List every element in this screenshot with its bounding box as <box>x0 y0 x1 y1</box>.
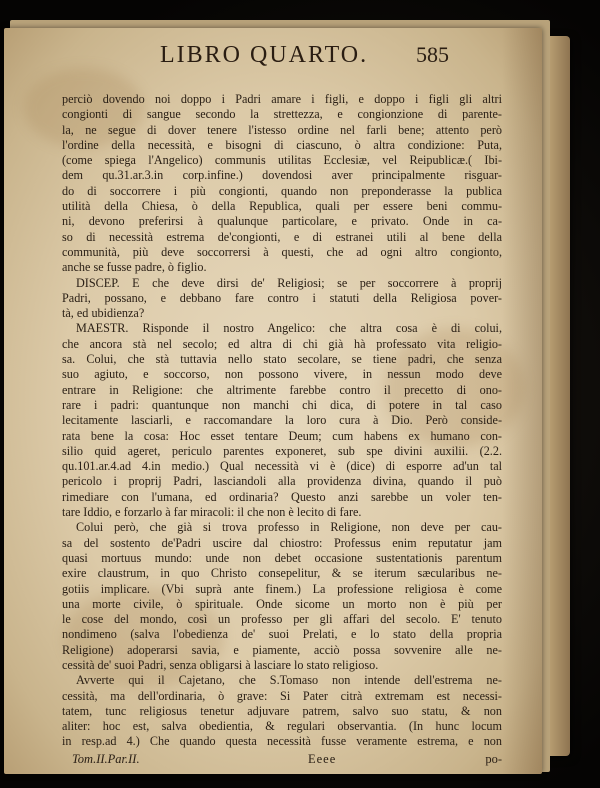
text-line: Religione) adoperarsi savia, e piamente, acciò possa sovvenire alle ne- <box>62 642 502 657</box>
text-line: tatem, tunc religiosus tenetur adjuvare patrem, salvo suo statu, & non <box>62 703 502 718</box>
text-line: tà, ed ubidienza? <box>62 306 145 321</box>
page-number: 585 <box>416 42 449 67</box>
text-line: Colui però, che già si trova professo in Religione, non deve per cau- <box>76 520 502 535</box>
text-line: in resp.ad 4.) Che quando questa necessità fusse veramente estrema, e non <box>62 734 502 749</box>
text-line: so di necessità estrema de'congionti, e di estranei utili al bene della <box>62 229 502 244</box>
text-line: cessità de' suoi Padri, senza obligarsi à lasciare lo stato religioso. <box>62 657 379 672</box>
text-line: rata bene la cosa: Hoc esset tentare Deum; cum habens ex humano con- <box>62 428 502 443</box>
text-line: do di soccorrere i più congionti, quando non preponderasse la publica <box>62 183 502 198</box>
text-line: pericolo i proprij Padri, lasciandoli alla providenza divina, quando il può <box>62 474 502 489</box>
text-line: dem qu.31.ar.3.in corp.infine.) dovendosi aver principalmente risguar- <box>62 168 502 183</box>
text-line: tare Iddio, e forzarlo à far miracoli: il che non è lecito di fare. <box>62 505 362 520</box>
volume-signature: Tom.II.Par.II. <box>72 752 140 766</box>
text-line: communità, più deve soccorrersi à questi, che ad ogni altro congionto, <box>62 244 502 259</box>
text-line: lecitamente lasciarli, e raccomandare la loro cura à Dio. Però conside- <box>62 413 502 428</box>
text-line: qu.101.ar.4.ad 4.in medio.) Qual necessità vi è (dice) di esporre ad'un tal <box>62 459 502 474</box>
text-line: perciò dovendo noi doppo i Padri amare i figli, e doppo i figli gli altri <box>62 92 502 106</box>
text-line: sa. Colui, che stà tuttavia nello stato secolare, se tiene padri, che senza <box>62 352 502 367</box>
text-line: gotiis implicare. (Vbi suprà ante finem.) La professione religiosa è come <box>62 581 502 596</box>
text-line: nondimeno (salva l'obedienza de' suoi Prelati, e lo stato della propria <box>62 627 502 642</box>
text-line: ni, devono preferirsi à qualunque particolare, e privato. Onde in ca- <box>62 214 502 229</box>
text-line: Padri, possano, e debbano fare contro i statuti della Religiosa pover- <box>62 290 502 305</box>
text-line: sa del sostento de'Padri uscire dal chiostro: Professus enim reputatur jam <box>62 535 502 550</box>
text-line: DISCEP. E che deve dirsi de' Religiosi; se per soccorrere à proprij <box>76 275 502 290</box>
text-line: anche se fusse padre, ò figlio. <box>62 260 207 275</box>
text-line: congionti di sangue secondo la strettezza, e congionzione di parente- <box>62 107 502 122</box>
text-line: quasi mortuus mundo: unde non debet occasione sustentationis parentum <box>62 550 502 565</box>
page-footer <box>72 752 502 770</box>
gutter-shade <box>502 28 542 774</box>
text-line: entrare in Religione: che altrimente farebbe contro il precetto di ono- <box>62 382 502 397</box>
text-line: l'ordine della necessità, e bisogni di ciascuno, ò altra condizione: Puta, <box>62 137 502 152</box>
text-line: una morte civile, ò spirituale. Onde sicome un morto non è più per <box>62 596 502 611</box>
text-line: aliter: hoc est, salva obedientia, & regulari observantia. (In hunc locum <box>62 719 502 734</box>
text-line: cessità, ma dell'ordinaria, ò grave: Si Pater citrà extremam est necessi- <box>62 688 502 703</box>
page-header <box>160 42 490 76</box>
text-line: la, ne segue di dover tenere l'istesso ordine nel farli bene; attento però <box>62 122 502 137</box>
text-line: utilità della Chiesa, ò della Republica, quali per essere beni commu- <box>62 199 502 214</box>
catchword: po- <box>485 752 502 766</box>
text-line: che ancora stà nel secolo; ed altra di chi già hà professato vita religio- <box>62 336 502 351</box>
gathering-signature: Eeee <box>308 752 337 766</box>
text-line: Avverte qui il Cajetano, che S.Tomaso non intende dell'estrema ne- <box>76 673 502 688</box>
text-line: rimediare con l'umana, ed ordinaria? Questo anzi sarebbe un voler ten- <box>62 489 502 504</box>
text-line: le cose del mondo, così un professo per gli affari del secolo. E' tenuto <box>62 612 502 627</box>
text-line: suo agiuto, e soccorso, non possono vivere, in nessun modo deve <box>62 367 502 382</box>
text-line: silio quid ageret, periculo parentes exponeret, sub spe divini auxilii. (2.2. <box>62 443 502 458</box>
body-text <box>62 92 502 750</box>
text-line: MAESTR. Risponde il nostro Angelico: che altra cosa è di colui, <box>76 321 502 336</box>
running-head: LIBRO QUARTO. <box>160 42 369 68</box>
text-line: exire claustrum, in quo Christo consepelitur, & se iterum sæcularibus ne- <box>62 566 502 581</box>
text-line: rare i padri: quantunque non manchi chi dica, di potere in tal caso <box>62 397 502 412</box>
text-line: (come spiega l'Angelico) communis utilitas Ecclesiæ, vel Reipublicæ.( Ibi- <box>62 153 502 168</box>
